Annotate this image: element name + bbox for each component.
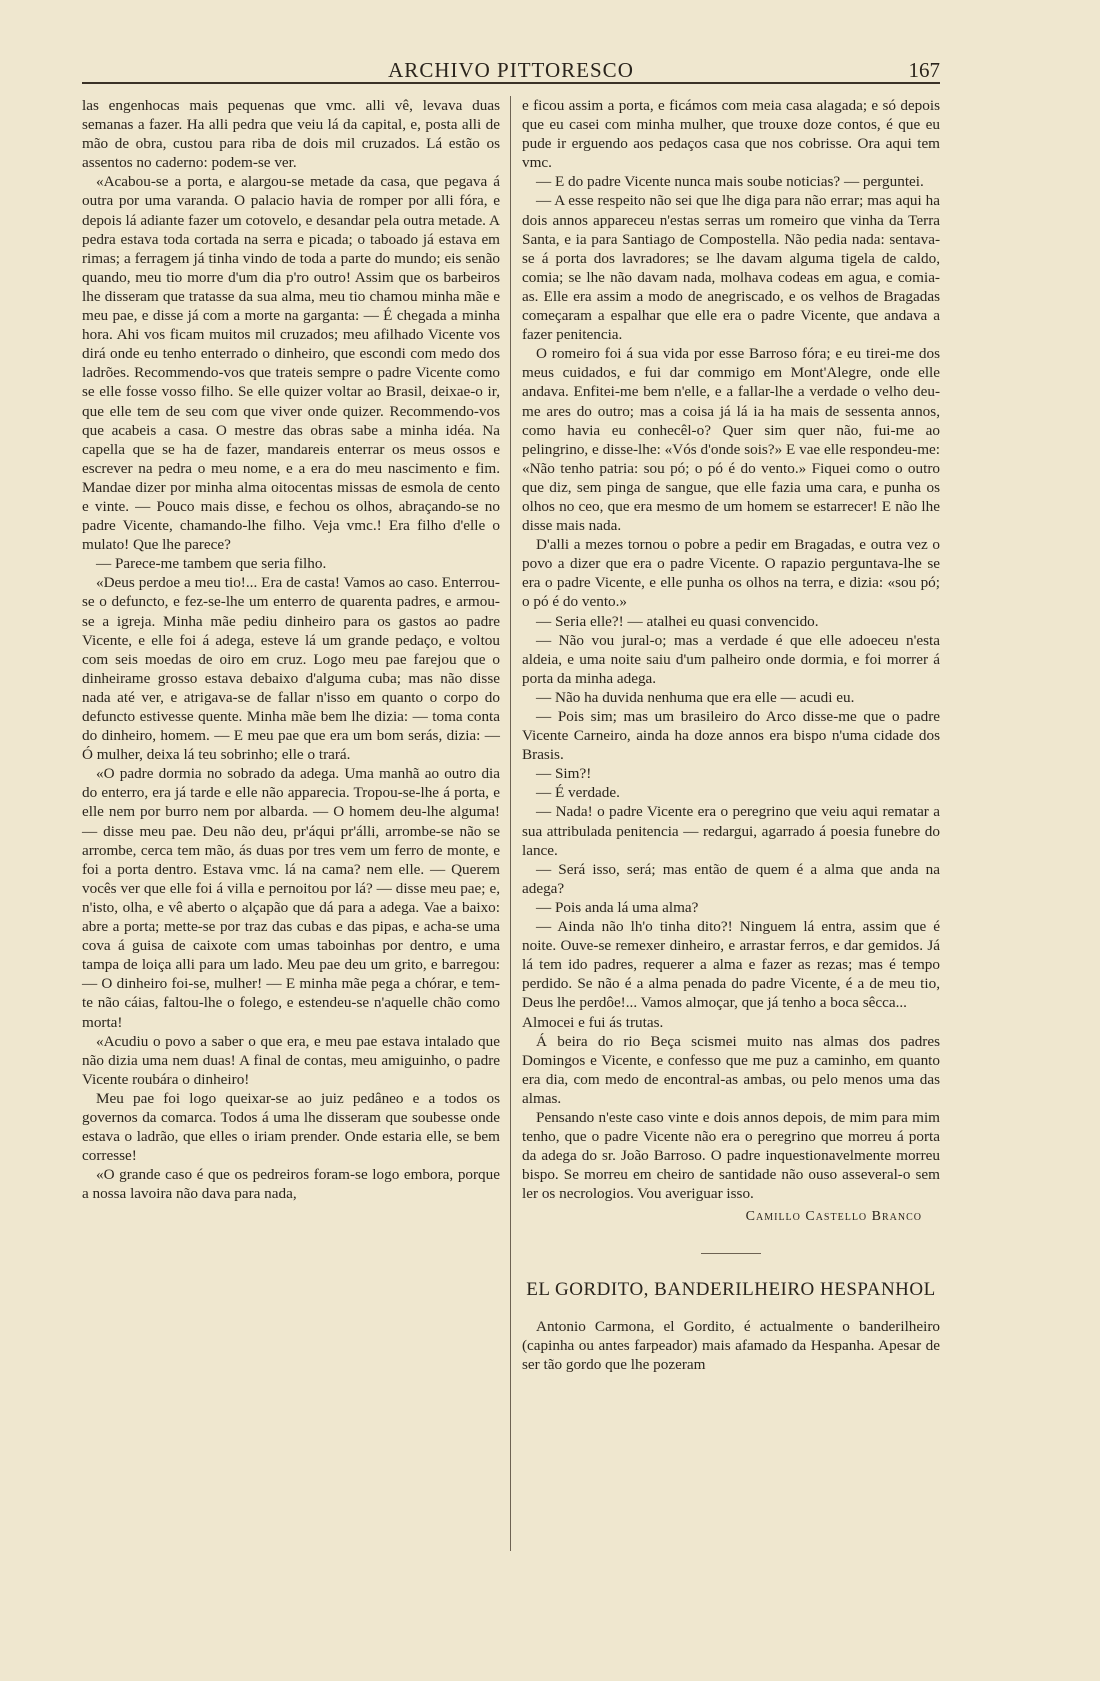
paragraph: «Acabou-se a porta, e alargou-se metade da casa, que pegava á outra por uma varanda. O palacio havia de romper por alli fóra, e depois lá adiante fazer um cotovelo, e desandar pela outra metade. A pedra estava toda cortada na serra e picada; o taboado já estava em rimas; a ferragem já tinha vindo de toda a parte do mundo; eis senão quando, meu tio morre d'um dia p'ro outro! Assim que os barbeiros lhe disseram que tratasse da sua alma, meu tio chamou minha mãe e meu pae, e disse já com a morte na garganta: — É chegada a minha hora. Ahi vos ficam muitos mil cruzados; meu afilhado Vicente vos dirá onde eu tenho enterrado o dinheiro, que escondi com medo dos ladrões. Recommendo-vos que trateis sempre o padre Vicente como se elle fosse vosso filho. Se elle quizer voltar ao Brasil, deixae-o ir, que elle tem de seu com que viver onde quizer. Recommendo-vos que acabeis a casa. O mestre das obras sabe a minha idéa. Na capella que se ha de fazer, mandareis enterrar os meus ossos e escrever na pedra o meu nome, e a era do meu nascimento e fim. Mandae dizer por minha alma oitocentas missas de esmola de cento e vinte. — Pouco mais disse, e fechou os olhos, abraçando-se no padre Vicente, chamando-lhe filho. Veja vmc.! Era filho d'elle o mulato! Que lhe parece?: [82, 173, 500, 554]
paragraph: — E do padre Vicente nunca mais soube noticias? — perguntei.: [536, 173, 924, 191]
right-column: [522, 96, 940, 1374]
column-divider: [510, 96, 511, 1551]
paragraph: e ficou assim a porta, e ficámos com meia casa alagada; e só depois que eu casei com minha mulher, que trouxe doze contos, é que eu pude ir erguendo aos pedaços casa que nos cobrisse. Ora aqui tem vmc.: [522, 97, 940, 172]
left-column: [82, 96, 500, 1203]
paragraph: — É verdade.: [536, 784, 620, 802]
paragraph: O romeiro foi á sua vida por esse Barroso fóra; e eu tirei-me dos meus cuidados, e fui dar commigo em Mont'Alegre, onde elle andava. Enfitei-me bem n'elle, e a fallar-lhe a verdade o velho deu-me ares do outro; mas a coisa já lá ia ha mais de sessenta annos, como havia eu conhecêl-o? Quer sim quer não, fui-me ao pelingrino, e disse-lhe: «Vós d'onde sois?» E vae elle respondeu-me: «Não tenho patria: sou pó; o pó é do vento.» Fiquei como o outro que diz, sem pinga de sangue, que elle fazia uma cara, e punha os olhos no ceo, que era mesmo de um homem se estarrecer! E não lhe disse mais nada.: [522, 345, 940, 535]
paragraph: Pensando n'este caso vinte e dois annos depois, de mim para mim tenho, que o padre Vicente não era o peregrino que morreu á porta da adega do sr. João Barroso. O padre inquestionavelmente morreu bispo. Se morreu em cheiro de santidade não ouso asseveral-o sem ler os necrologios. Vou averiguar isso.: [522, 1108, 940, 1203]
paragraph: «O grande caso é que os pedreiros foram-se logo embora, porque a nossa lavoira não dava para nada,: [82, 1166, 500, 1203]
paragraph: «Acudiu o povo a saber o que era, e meu pae estava intalado que não dizia uma nem duas! A final de contas, meu amiguinho, o padre Vicente roubára o dinheiro!: [82, 1032, 500, 1088]
paragraph: «O padre dormia no sobrado da adega. Uma manhã ao outro dia do enterro, era já tarde e elle não apparecia. Tropou-se-lhe á porta, e elle nem por burro nem por albarda. — O homem deu-lhe alguma! — disse meu pae. Deu não deu, pr'áqui pr'álli, arrombe-se não se arrombe, cerca tem mão, ás duas por tres vem um ferro de monte, e foi a porta dentro. Estava vmc. lá na cama? nem elle. — Querem vocês ver que elle foi á villa e pernoitou por lá? — disse meu pae; e, n'isto, olha, e vê aberto o alçapão que dá para a adega. Vae a baixo: abre a porta; mette-se por traz das cubas e das pipas, e acha-se uma cova á guisa de caixote com umas taboinhas por dentro, e uma tampa de loiça alli para um lado. Meu pae deu um grito, e barregou: — O dinheiro foi-se, mulher! — E minha mãe pega a chórar, e tem-te não cáias, faltou-lhe o folego, e estendeu-se n'aquelle chão como morta!: [82, 765, 500, 1031]
running-head: [82, 56, 940, 82]
article-title: EL GORDITO, BANDERILHEIRO HESPANHOL: [526, 1278, 936, 1300]
paragraph: Antonio Carmona, el Gordito, é actualmente o banderilheiro (capinha ou antes farpeador) mais afamado da Hespanha. Apesar de ser tão gordo que lhe pozeram: [522, 1317, 940, 1373]
paragraph: — Pois anda lá uma alma?: [536, 898, 699, 916]
paragraph: — Sim?!: [536, 765, 592, 783]
paragraph: Almocei e fui ás trutas.: [522, 1013, 664, 1031]
paragraph: Meu pae foi logo queixar-se ao juiz pedâneo e a todos os governos da comarca. Todos á uma lhe disseram que soubesse onde estava o ladrão, que elles o iriam prender. Onde estaria elle, se bem corresse!: [82, 1089, 500, 1165]
paragraph: D'alli a mezes tornou o pobre a pedir em Bragadas, e outra vez o povo a dizer que era o padre Vicente. O rapazio perguntava-lhe se era o padre Vicente, e elle punha os olhos na terra, e dizia: «sou pó; o pó é do vento.»: [522, 536, 940, 611]
author-signature: Camillo Castello Branco: [745, 1209, 922, 1225]
paragraph: las engenhocas mais pequenas que vmc. alli vê, levava duas semanas a fazer. Ha alli pedra que veiu lá da capital, e, posta alli de mão de obra, custou para riba de dois mil cruzados. Lá estão os assentos no caderno: podem-se ver.: [82, 97, 500, 172]
paragraph: Á beira do rio Beça scismei muito nas almas dos padres Domingos e Vicente, e confesso que me puz a caminho, em quanto era dia, com medo de encontral-as ambas, ou pelo menos uma das almas.: [522, 1032, 940, 1107]
paragraph: — Pois sim; mas um brasileiro do Arco disse-me que o padre Vicente Carneiro, ainda ha doze annos era bispo n'uma cidade dos Brasis.: [522, 708, 940, 764]
journal-title: ARCHIVO PITTORESCO: [388, 58, 634, 82]
paragraph: — Não ha duvida nenhuma que era elle — acudi eu.: [536, 688, 855, 706]
paragraph: — Ainda não lh'o tinha dito?! Ninguem lá entra, assim que é noite. Ouve-se remexer dinheiro, e arrastar ferros, e dar gemidos. Já lá tem ido padres, requerer a alma e fazer as rezas; mas é tempo perdido. Se não é a alma penada do padre Vicente, é a de meu tio, Deus lhe perdôe!... Vamos almoçar, que já tenho a boca sêcca...: [522, 918, 940, 1012]
paragraph: — Não vou jural-o; mas a verdade é que elle adoeceu n'esta aldeia, e uma noite saiu d'um palheiro onde dormia, e foi morrer á porta da minha adega.: [522, 631, 940, 687]
header-rule: [82, 82, 940, 84]
paragraph: — Parece-me tambem que seria filho.: [96, 555, 327, 573]
section-separator: [701, 1253, 761, 1254]
paragraph: «Deus perdoe a meu tio!... Era de casta! Vamos ao caso. Enterrou-se o defuncto, e fez-se-lhe um enterro de quarenta padres, e armou-se a igreja. Minha mãe pediu dinheiro para os gastos ao padre Vicente, e elle foi á adega, esteve lá um grande pedaço, e voltou com seis moedas de oiro em cruz. Logo meu pae farejou que o dinheirame grosso estava debaixo d'alguma cuba; mas não disse nada até ver, e atrigava-se de fallar n'isso em quanto o corpo do defuncto estivesse quente. Minha mãe bem lhe dizia: — toma conta do dinheiro, homem. — E meu pae que era um bom serás, dizia: — Ó mulher, deixa lá teu sobrinho; elle o trará.: [82, 574, 500, 764]
paragraph: — Seria elle?! — atalhei eu quasi convencido.: [536, 612, 819, 630]
page-number: 167: [908, 58, 940, 82]
paragraph: — Nada! o padre Vicente era o peregrino que veiu aqui rematar a sua attribulada penitencia — redargui, agarrado á poesia funebre do lance.: [522, 803, 940, 859]
paragraph: — Será isso, será; mas então de quem é a alma que anda na adega?: [522, 860, 940, 897]
paragraph: — A esse respeito não sei que lhe diga para não errar; mas aqui ha dois annos appareceu n'estas serras um romeiro que vinha da Terra Santa, e ia para Santiago de Compostella. Não pedia nada: sentava-se á porta dos lavradores; se lhe davam alguma tigela de caldo, comia; se lhe não davam nada, molhava codeas em agua, e comia-as. Elle era assim a modo de anegriscado, e os velhos de Bragadas começaram a espalhar que elle era o padre Vicente, que andava a fazer penitencia.: [522, 192, 940, 344]
